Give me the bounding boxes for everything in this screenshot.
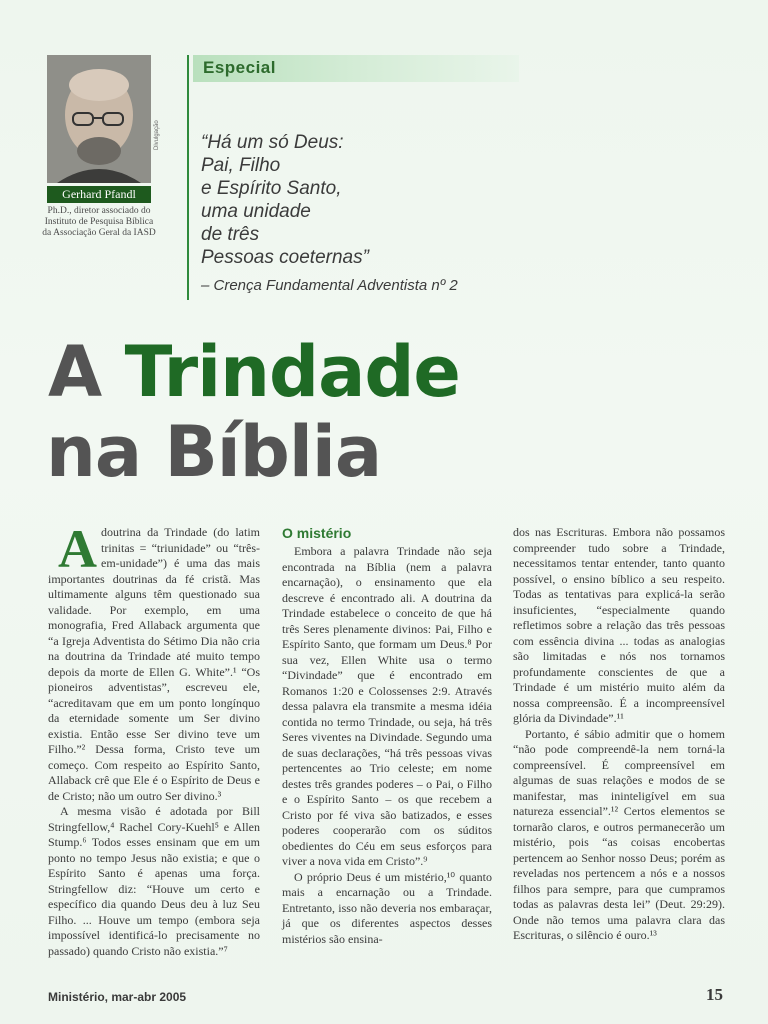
quote-source: – Crença Fundamental Adventista nº 2: [201, 277, 458, 294]
vertical-divider: [187, 55, 189, 300]
quote-line: de três: [201, 224, 260, 245]
page-number: 15: [706, 985, 723, 1004]
photo-credit: Divulgação: [154, 120, 160, 150]
paragraph: doutrina da Trindade (do latim trinitas = “triunidade” ou “três-em-unidade”) é uma das mais importantes doutrinas da fé cristã. Mas ultimamente alguns têm questionado sua validade. Por exemplo, em uma monografia, Fred Allaback argumenta que “a Igreja Adventista do Sétimo Dia não cria na doutrina da Trindade até muito tempo depois da morte de Ellen G. White”.¹ “Os pioneiros adventistas”, escreveu ele, “acreditavam que em um ponto longínquo da eternidade somente um Ser divino existia. Então esse Ser divino teve um Filho.”² Dessa forma, Cristo teve um começo. Com respeito ao Espírito Santo, Allaback crê que Ele é o Espírito de Deus e de Cristo; não um outro Ser divino.³: [48, 525, 260, 803]
article-title-line-1: [48, 331, 460, 413]
footer-publication: Ministério, mar-abr 2005: [48, 990, 187, 1004]
paragraph: O próprio Deus é um mistério,¹⁰ quanto mais a encarnação ou a Trindade. Entretanto, isso não deveria nos embaraçar, já que os diferentes aspectos desses mistérios são ensina-: [282, 869, 492, 946]
title-word-a: A: [48, 331, 102, 413]
paragraph: dos nas Escrituras. Embora não possamos compreender tudo sobre a Trindade, necessitamos tentar entender, tanto quanto possível, o ensino bíblico a seu respeito. Todas as tentativas para explicá-la serão insuficientes, “especialmente quando refletimos sobre a relação das três pessoas com essência divina ... todas as analogias são limitadas e nós nos tornamos profundamente conscientes de que a Trindade é um mistério muito além da nossa compreensão. É a incompreensível glória da Divindade”.¹¹: [513, 525, 725, 725]
column-3: [513, 525, 725, 944]
paragraph: A mesma visão é adotada por Bill Stringfellow,⁴ Rachel Cory-Kuehl⁵ e Allen Stump.⁶ Todos esses ensinam que em um ponto no tempo Jesus não existia; e que o Espírito Santo é apenas uma força. Stringfellow diz: “Houve um certo e específico dia quando Deus deu à luz Seu Filho. ... Houve um tempo (embora seja impossível identificá-lo precisamente no passado) quando Cristo não existia.”⁷: [48, 804, 260, 958]
section-label: Especial: [203, 58, 276, 77]
article-title-line-2: na Bíblia: [46, 411, 382, 493]
subheading: O mistério: [282, 525, 352, 541]
quote-line: Pai, Filho: [201, 155, 281, 176]
paragraph: Portanto, é sábio admitir que o homem “não pode compreendê-la nem torná-la compreensível. É compreensível em algumas de suas relações e modos de se manifestar, mas ininteligível em sua natureza essencial”.¹² Certos elementos se tornarão claros, e outros permanecerão um mistério, pois “as coisas encobertas pertencem ao Senhor nosso Deus; porém as reveladas nos pertencem a nós e a nossos filhos para sempre, para que cumpramos todas as palavras desta lei” (Deut. 29:29). Onde não temos uma palavra clara das Escrituras, o silêncio é ouro.¹³: [513, 726, 725, 942]
column-1: [48, 519, 260, 959]
quote-line: “Há um só Deus:: [201, 132, 344, 153]
author-name: Gerhard Pfandl: [47, 186, 151, 203]
quote-line: Pessoas coeternas”: [201, 247, 369, 268]
quote-line: uma unidade: [201, 201, 311, 222]
author-photo: [47, 55, 151, 183]
paragraph: Embora a palavra Trindade não seja encontrada na Bíblia (nem a palavra encarnação), o ensinamento que ela descreve é encontrado ali. A doutrina da Trindade estabelece o conceito de que há três Seres plenamente divinos: Pai, Filho e Espírito Santo, que formam um Deus.⁸ Por sua vez, Ellen White usa o termo “Divindade” que é encontrado em Romanos 1:20 e Colossenses 2:9. Através dessa palavra ela transmite a mesma idéia contida no termo Trindade, ou seja, há três Seres viventes na Divindade. Segundo uma de suas declarações, “há três pessoas vivas pertencentes ao Trio celeste; em nome destes três grandes poderes – o Pai, o Filho e o Espírito Santo – os que recebem a Cristo por fé viva são batizados, e esses poderes cooperarão com os súditos obedientes do Céu em seus esforços para viver a nova vida em Cristo”.⁹: [282, 544, 492, 868]
author-description: Ph.D., diretor associado do Instituto de Pesquisa Bíblica da Associação Geral da IASD: [42, 206, 156, 238]
quote-line: e Espírito Santo,: [201, 178, 342, 199]
epigraph-quote: [201, 131, 369, 269]
column-2: [282, 525, 492, 947]
drop-cap: A: [58, 519, 97, 579]
title-word-trindade: Trindade: [124, 331, 460, 413]
